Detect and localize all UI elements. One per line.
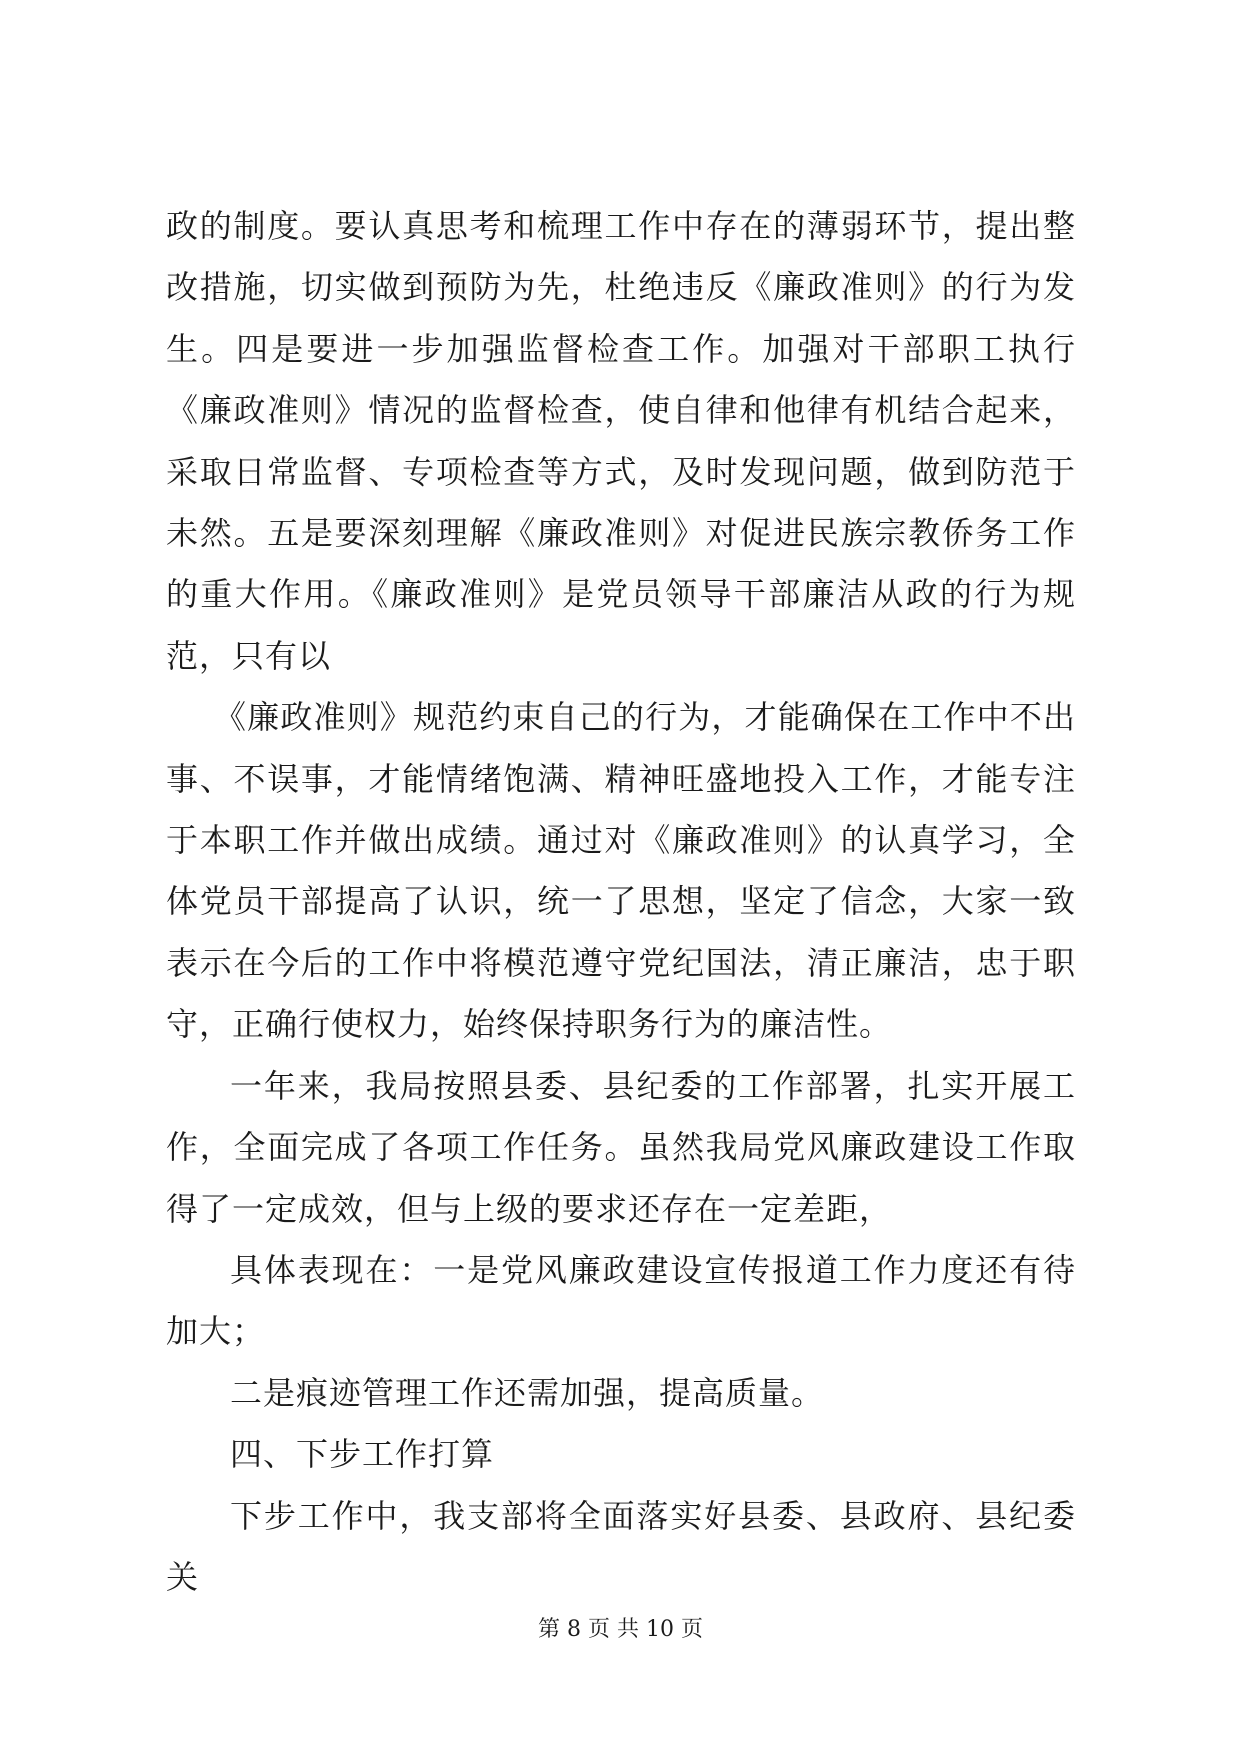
document-body [166,196,1076,1608]
paragraph-4: 具体表现在：一是党风廉政建设宣传报道工作力度还有待加大； [166,1250,1076,1351]
paragraph-1: 政的制度。要认真思考和梳理工作中存在的薄弱环节，提出整改措施，切实做到预防为先，杜绝违反《廉政准则》的行为发生。四是要进一步加强监督检查工作。加强对干部职工执行《廉政准则》情况的监督检查，使自律和他律有机结合起来，采取日常监督、专项检查等方式，及时发现问题，做到防范于未然。五是要深刻理解《廉政准则》对促进民族宗教侨务工作的重大作用。《廉政准则》是党员领导干部廉洁从政的行为规范，只有以 [166,207,1076,675]
paragraph-7: 下步工作中，我支部将全面落实好县委、县政府、县纪委关 [166,1496,1076,1596]
paragraph-5: 二是痕迹管理工作还需加强，提高质量。 [230,1373,825,1412]
paragraph-2: 《廉政准则》规范约束自己的行为，才能确保在工作中不出事、不误事，才能情绪饱满、精神旺盛地投入工作，才能专注于本职工作并做出成绩。通过对《廉政准则》的认真学习，全体党员干部提高了认识，统一了思想，坚定了信念，大家一致表示在今后的工作中将模范遵守党纪国法，清正廉洁，忠于职守，正确行使权力，始终保持职务行为的廉洁性。 [166,698,1076,1044]
section-heading: 四、下步工作打算 [230,1435,495,1474]
paragraph-3: 一年来，我局按照县委、县纪委的工作部署，扎实开展工作，全面完成了各项工作任务。虽然我局党风廉政建设工作取得了一定成效，但与上级的要求还存在一定差距， [166,1066,1076,1228]
page-number-footer: 第 8 页 共 10 页 [538,1617,703,1642]
